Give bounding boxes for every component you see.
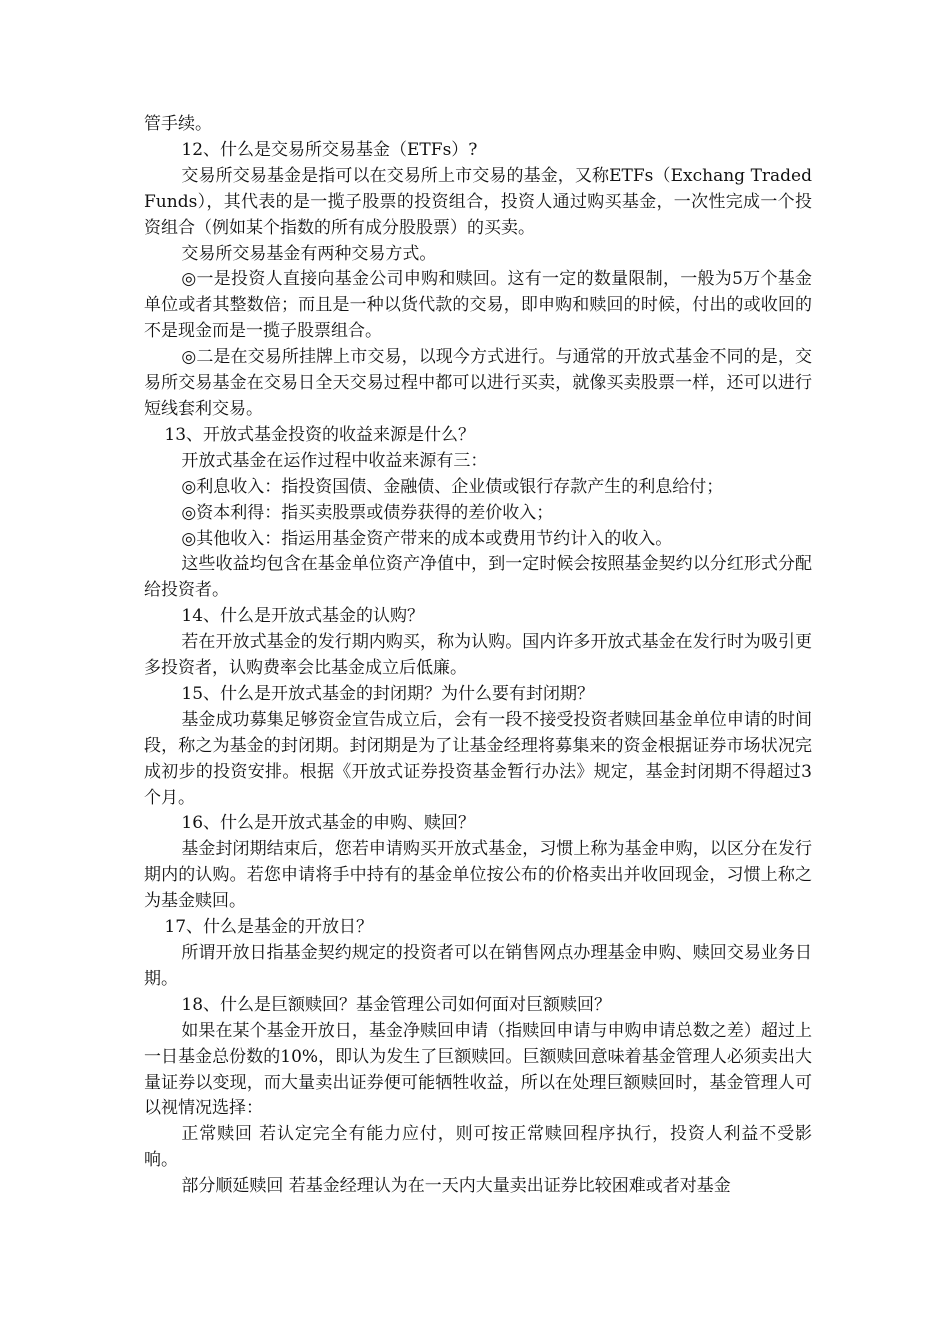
question-17-heading: 17、什么是基金的开放日？ <box>164 917 374 938</box>
question-12-heading: 12、什么是交易所交易基金（ETFs）? <box>181 139 478 160</box>
question-15-answer: 基金成功募集足够资金宣告成立后，会有一段不接受投资者赎回基金单位申请的时间段，称之为基金的封闭期。封闭期是为了让基金经理将募集来的资金根据证券市场状况完成初步的投资安排。根据《开放式证券投资基金暂行办法》规定，基金封闭期不得超过3个月。 <box>144 709 812 808</box>
question-16-answer: 基金封闭期结束后，您若申请购买开放式基金，习惯上称为基金申购，以区分在发行期内的认购。若您申请将手中持有的基金单位按公布的价格卖出并收回现金，习惯上称之为基金赎回。 <box>144 839 812 912</box>
etf-method-two: ◎二是在交易所挂牌上市交易，以现今方式进行。与通常的开放式基金不同的是，交易所交易基金在交易日全天交易过程中都可以进行买卖，就像买卖股票一样，还可以进行短线套利交易。 <box>144 347 812 419</box>
question-14-answer: 若在开放式基金的发行期内购买，称为认购。国内许多开放式基金在发行时为吸引更多投资者，认购费率会比基金成立后低廉。 <box>144 632 812 679</box>
document-page <box>144 112 812 1200</box>
etf-trading-methods-intro: 交易所交易基金有两种交易方式。 <box>181 243 437 264</box>
etf-method-one: ◎一是投资人直接向基金公司申购和赎回。这有一定的数量限制，一般为5万个基金单位或者其整数倍；而且是一种以货代款的交易，即申购和赎回的时候，付出的或收回的不是现金而是一揽子股票组合。 <box>144 269 812 342</box>
question-18-heading: 18、什么是巨额赎回？基金管理公司如何面对巨额赎回？ <box>181 994 612 1015</box>
question-13-heading: 13、开放式基金投资的收益来源是什么？ <box>164 424 476 445</box>
question-18-answer: 如果在某个基金开放日，基金净赎回申请（指赎回申请与申购申请总数之差）超过上一日基金总份数的10%，即认为发生了巨额赎回。巨额赎回意味着基金管理人必须卖出大量证券以变现，而大量卖出证券便可能牺牲收益，所以在处理巨额赎回时，基金管理人可以视情况选择： <box>144 1020 812 1119</box>
question-14-heading: 14、什么是开放式基金的认购？ <box>181 606 425 627</box>
question-13-answer-intro: 开放式基金在运作过程中收益来源有三： <box>181 450 488 471</box>
income-source-capital-gains: ◎资本利得：指买卖股票或债券获得的差价收入； <box>181 502 554 523</box>
redemption-option-normal: 正常赎回 若认定完全有能力应付，则可按正常赎回程序执行，投资人利益不受影响。 <box>144 1124 812 1171</box>
question-15-heading: 15、什么是开放式基金的封闭期？为什么要有封闭期？ <box>181 683 595 704</box>
question-16-heading: 16、什么是开放式基金的申购、赎回？ <box>181 813 476 834</box>
question-13-answer-conclusion: 这些收益均包含在基金单位资产净值中，到一定时候会按照基金契约以分红形式分配给投资者。 <box>144 554 812 601</box>
income-source-interest: ◎利息收入：指投资国债、金融债、企业债或银行存款产生的利息给付； <box>181 476 724 497</box>
income-source-other: ◎其他收入：指运用基金资产带来的成本或费用节约计入的收入。 <box>181 528 673 549</box>
question-12-answer: 交易所交易基金是指可以在交易所上市交易的基金，又称ETFs（Exchang Traded Funds），其代表的是一揽子股票的投资组合，投资人通过购买基金，一次性完成一个投资组合（例如某个指数的所有成分股股票）的买卖。 <box>144 165 812 238</box>
question-17-answer: 所谓开放日指基金契约规定的投资者可以在销售网点办理基金申购、赎回交易业务日期。 <box>144 943 812 989</box>
redemption-option-partial-deferred: 部分顺延赎回 若基金经理认为在一天内大量卖出证券比较困难或者对基金 <box>181 1176 731 1197</box>
paragraph-continuation: 管手续。 <box>144 114 212 134</box>
